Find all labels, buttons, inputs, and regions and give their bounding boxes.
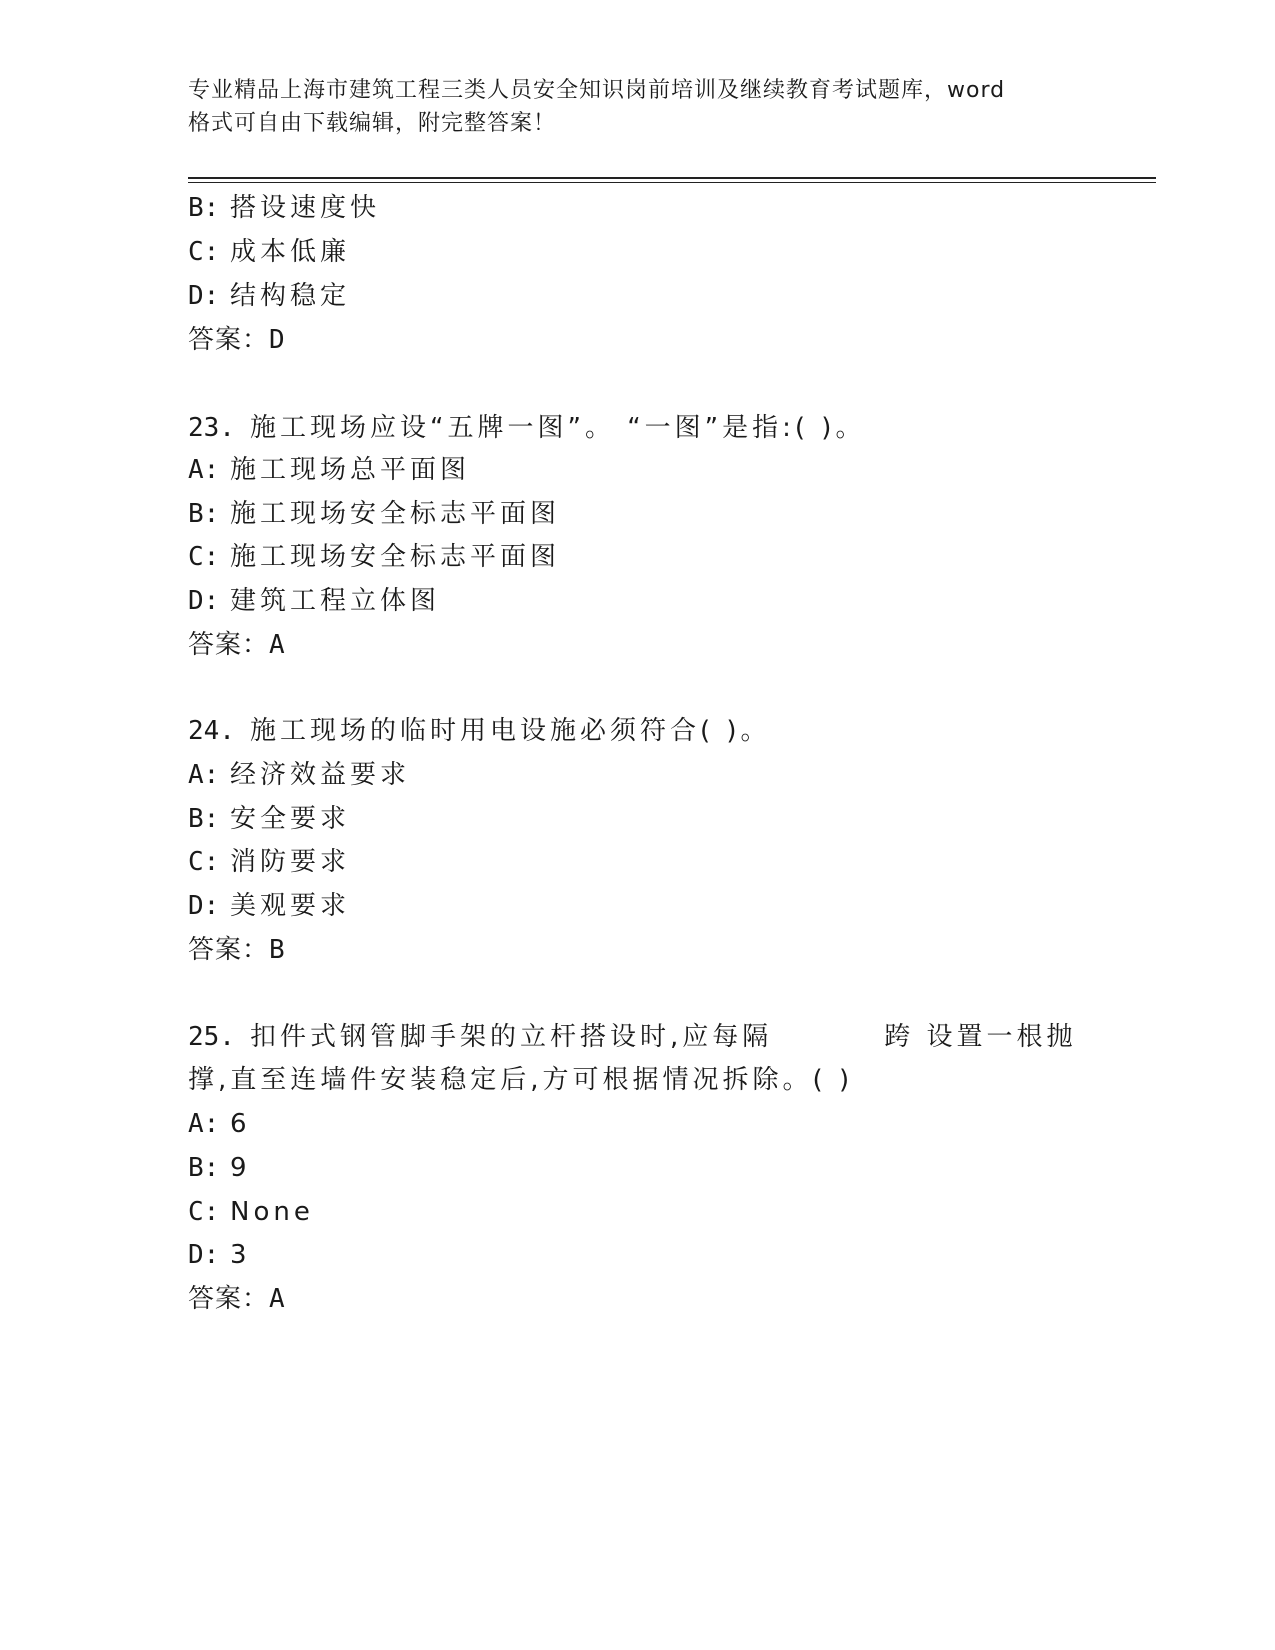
header-line-1: 专业精品上海市建筑工程三类人员安全知识岗前培训及继续教育考试题库，word	[188, 78, 1006, 103]
option-key: D:	[188, 1240, 220, 1270]
prev-option-d	[188, 279, 350, 313]
prev-option-c	[188, 235, 350, 269]
answer-label: 答案：	[188, 1284, 270, 1314]
option-key: B:	[188, 1153, 220, 1183]
option-text: 施工现场安全标志平面图	[230, 499, 561, 529]
answer-label: 答案：	[188, 935, 270, 965]
header-divider-thick	[188, 177, 1156, 179]
q23-option-b	[188, 497, 560, 531]
q23-option-c	[188, 540, 560, 574]
prev-answer	[188, 323, 286, 357]
option-key: C:	[188, 542, 220, 572]
option-text: 安全要求	[230, 804, 351, 834]
question-number: 23.	[188, 413, 235, 443]
answer-label: 答案：	[188, 325, 270, 355]
option-key: A:	[188, 455, 220, 485]
q24-option-b	[188, 802, 350, 836]
option-text: 6	[230, 1109, 251, 1139]
option-key: B:	[188, 193, 220, 223]
option-key: D:	[188, 281, 220, 311]
question-25-stem-line-2	[188, 1063, 853, 1097]
header-line-2: 格式可自由下载编辑，附完整答案！	[188, 111, 557, 136]
question-25-stem-line-1	[188, 1020, 1077, 1054]
option-text: 搭设速度快	[230, 193, 381, 223]
q24-option-a	[188, 758, 410, 792]
option-key: C:	[188, 237, 220, 267]
question-text-line-2: 撑,直至连墙件安装稳定后,方可根据情况拆除。( )	[188, 1065, 854, 1095]
q25-answer	[188, 1282, 286, 1316]
question-23-stem	[188, 411, 865, 445]
option-key: B:	[188, 499, 220, 529]
q23-option-a	[188, 453, 470, 487]
q24-answer	[188, 933, 286, 967]
q23-option-d	[188, 584, 440, 618]
answer-value: B	[269, 935, 286, 965]
option-key: A:	[188, 760, 220, 790]
option-text: 9	[230, 1153, 251, 1183]
question-number: 24.	[188, 716, 235, 746]
answer-label: 答案：	[188, 630, 270, 660]
option-key: A:	[188, 1109, 220, 1139]
question-text-part-1: 扣件式钢管脚手架的立杆搭设时,应每隔	[250, 1022, 773, 1052]
option-text: 建筑工程立体图	[230, 586, 441, 616]
prev-option-b	[188, 191, 380, 225]
option-key: C:	[188, 1197, 220, 1227]
option-text: 3	[230, 1240, 251, 1270]
option-text: 美观要求	[230, 891, 351, 921]
q25-option-c	[188, 1195, 314, 1229]
q23-answer	[188, 628, 286, 662]
answer-value: A	[269, 630, 286, 660]
option-text: 经济效益要求	[230, 760, 411, 790]
option-key: D:	[188, 586, 220, 616]
header-divider-thin	[188, 182, 1156, 183]
option-key: B:	[188, 804, 220, 834]
option-text: 消防要求	[230, 847, 351, 877]
q24-option-c	[188, 845, 350, 879]
answer-value: D	[269, 325, 286, 355]
q25-option-a	[188, 1107, 251, 1141]
option-text: 施工现场安全标志平面图	[230, 542, 561, 572]
option-key: C:	[188, 847, 220, 877]
question-text: 施工现场的临时用电设施必须符合( )。	[250, 716, 771, 746]
question-text-part-2: 跨 设置一根抛	[884, 1022, 1077, 1052]
document-header	[188, 74, 1068, 140]
question-text: 施工现场应设“五牌一图”。 “一图”是指:( )。	[250, 413, 866, 443]
q25-option-d	[188, 1238, 251, 1272]
option-text: 结构稳定	[230, 281, 351, 311]
option-text: 施工现场总平面图	[230, 455, 471, 485]
option-key: D:	[188, 891, 220, 921]
question-24-stem	[188, 714, 771, 748]
option-text: None	[230, 1197, 314, 1227]
q24-option-d	[188, 889, 350, 923]
question-number: 25.	[188, 1022, 235, 1052]
q25-option-b	[188, 1151, 251, 1185]
option-text: 成本低廉	[230, 237, 351, 267]
answer-value: A	[269, 1284, 286, 1314]
